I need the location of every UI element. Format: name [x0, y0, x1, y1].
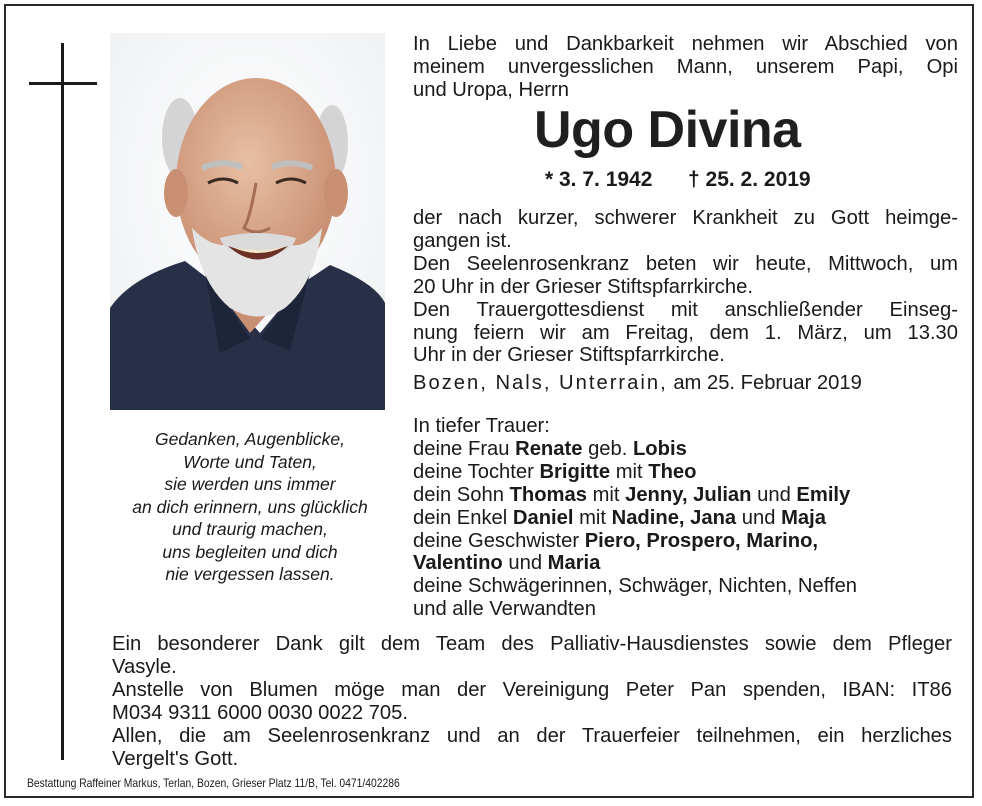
relation-label: mit	[615, 460, 643, 483]
mourner-son	[413, 484, 958, 507]
intro-line: In Liebe und Dankbarkeit nehmen wir Abschied von	[413, 33, 958, 55]
mourner-grandson	[413, 507, 958, 530]
intro-line: meinem unvergesslichen Mann, unserem Papi, Opi	[413, 55, 958, 78]
body-line: nung feiern wir am Freitag, dem 1. März, um 13.30	[413, 321, 958, 344]
mourners-list	[413, 415, 958, 621]
mourner-name: Maja	[781, 506, 826, 529]
funeral-home-info: Bestattung Raffeiner Markus, Terlan, Bozen, Grieser Platz 11/B, Tel. 0471/402286	[27, 776, 400, 790]
mourner-name: Theo	[648, 460, 697, 483]
mourner-inlaws: deine Schwägerinnen, Schwäger, Nichten, Neffen	[413, 575, 858, 598]
poem-line: nie vergessen lassen.	[165, 564, 335, 584]
body-line: Uhr in der Grieser Stiftspfarrkirche.	[413, 344, 725, 367]
birth-date: * 3. 7. 1942	[545, 168, 653, 191]
relation-label: und	[508, 552, 543, 575]
mourner-name: Valentino	[413, 552, 503, 575]
relation-label: deine Frau	[413, 437, 510, 460]
mourner-siblings	[413, 530, 958, 553]
mourner-name: Nadine, Jana	[611, 506, 737, 529]
relation-label: mit	[579, 506, 607, 529]
relation-label: dein Sohn	[413, 483, 504, 506]
thanks-line: Allen, die am Seelenrosenkranz und an der Trauerfeier teilnehmen, ein herzliches	[112, 724, 952, 747]
relation-label: deine Tochter	[413, 460, 534, 483]
mourner-name: Daniel	[512, 506, 574, 529]
body-line: Den Trauergottesdienst mit anschließender Einseg-	[413, 298, 958, 321]
thanks-line: Vasyle.	[112, 655, 177, 678]
mourner-siblings-continued	[413, 552, 958, 575]
thanks-line: Vergelt's Gott.	[112, 747, 239, 770]
relation-label: geb.	[588, 437, 628, 460]
mourner-name: Maria	[547, 552, 601, 575]
mourner-wife	[413, 438, 958, 461]
relation-label: dein Enkel	[413, 506, 508, 529]
announcement-body	[413, 207, 958, 395]
thanks-line: Ein besonderer Dank gilt dem Team des Palliativ-Hausdienstes sowie dem Pfleger	[112, 633, 952, 655]
poem-line: Gedanken, Augenblicke,	[154, 429, 346, 449]
thanks-section	[112, 633, 952, 770]
mourner-name: Emily	[796, 483, 851, 506]
poem-line: und traurig machen,	[172, 519, 328, 539]
deceased-name: Ugo Divina	[534, 101, 801, 159]
intro-text	[413, 33, 958, 102]
thanks-line: M034 9311 6000 0030 0022 705.	[112, 701, 408, 724]
memorial-poem	[100, 428, 400, 586]
portrait-photo	[110, 33, 385, 410]
mourner-name: Thomas	[509, 483, 587, 506]
place-names: Bozen, Nals, Unterrain,	[413, 372, 668, 395]
thanks-line: Anstelle von Blumen möge man der Vereinigung Peter Pan spenden, IBAN: IT86	[112, 678, 952, 701]
body-line: der nach kurzer, schwerer Krankheit zu Gott heimge-	[413, 207, 958, 229]
relation-label: mit	[592, 483, 620, 506]
mourner-name: Renate	[515, 437, 583, 460]
mourner-name: Brigitte	[539, 460, 611, 483]
poem-line: Worte und Taten,	[183, 451, 317, 472]
mourner-name: Piero, Prospero, Marino,	[584, 529, 819, 552]
intro-line: und Uropa, Herrn	[413, 78, 569, 101]
notice-date: am 25. Februar 2019	[673, 372, 862, 395]
relation-label: und	[757, 483, 791, 506]
mourners-heading: In tiefer Trauer:	[413, 415, 550, 437]
poem-line: sie werden uns immer	[164, 474, 336, 494]
relation-label: und	[741, 506, 776, 529]
poem-line: uns begleiten und dich	[162, 541, 338, 562]
cross-symbol-vertical	[61, 43, 64, 760]
poem-line: an dich erinnern, uns glücklich	[132, 496, 368, 517]
body-line: 20 Uhr in der Grieser Stiftspfarrkirche.	[413, 275, 753, 298]
mourner-daughter	[413, 461, 958, 484]
mourner-relatives: und alle Verwandten	[413, 598, 596, 621]
death-date: † 25. 2. 2019	[688, 168, 811, 191]
body-line: gangen ist.	[413, 229, 512, 252]
relation-label: deine Geschwister	[413, 529, 580, 552]
mourner-name: Lobis	[632, 437, 687, 460]
body-line: Den Seelenrosenkranz beten wir heute, Mittwoch, um	[413, 252, 958, 275]
cross-symbol-horizontal	[29, 82, 97, 85]
place-and-date	[413, 372, 958, 395]
mourner-name: Jenny, Julian	[625, 483, 752, 506]
